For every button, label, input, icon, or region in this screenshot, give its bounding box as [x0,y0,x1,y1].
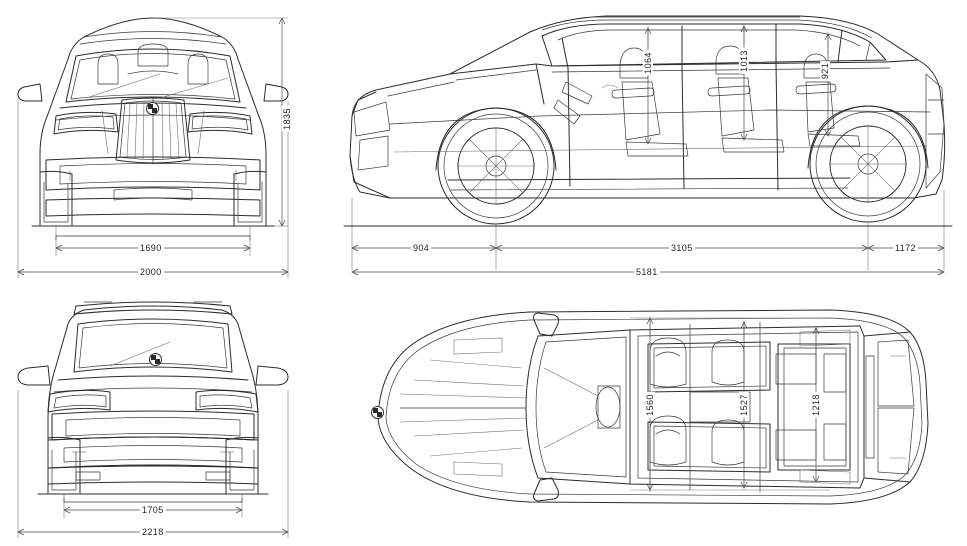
top-view [330,296,960,546]
dim-front-track: 1690 [140,243,162,253]
dim-front-height: 1835 [281,108,292,130]
dim-headroom-row3: 921 [820,62,831,80]
bmw-roundel-top-icon [371,406,384,419]
rear-view [10,280,310,546]
dim-rear-track: 1705 [142,505,164,515]
dim-shoulder-front: 1560 [644,394,655,416]
front-view [10,4,310,284]
dim-shoulder-row2: 1527 [738,394,749,416]
dim-front-overhang: 904 [413,243,430,253]
dim-front-width-mirrors: 2000 [140,267,162,277]
dim-wheelbase: 3105 [671,243,693,253]
bmw-roundel-front-icon [146,102,159,115]
dim-rear-overhang: 1172 [895,243,916,253]
dim-headroom-row2: 1013 [738,50,749,72]
front-view-drawing [10,4,310,284]
dim-headroom-front: 1064 [642,52,653,74]
dim-shoulder-row3: 1218 [810,394,821,416]
top-view-drawing [330,296,960,546]
side-view [330,4,960,294]
dim-length-overall: 5181 [636,267,658,277]
dim-rear-width-mirrors: 2218 [142,527,164,537]
bmw-roundel-rear-icon [149,353,162,366]
